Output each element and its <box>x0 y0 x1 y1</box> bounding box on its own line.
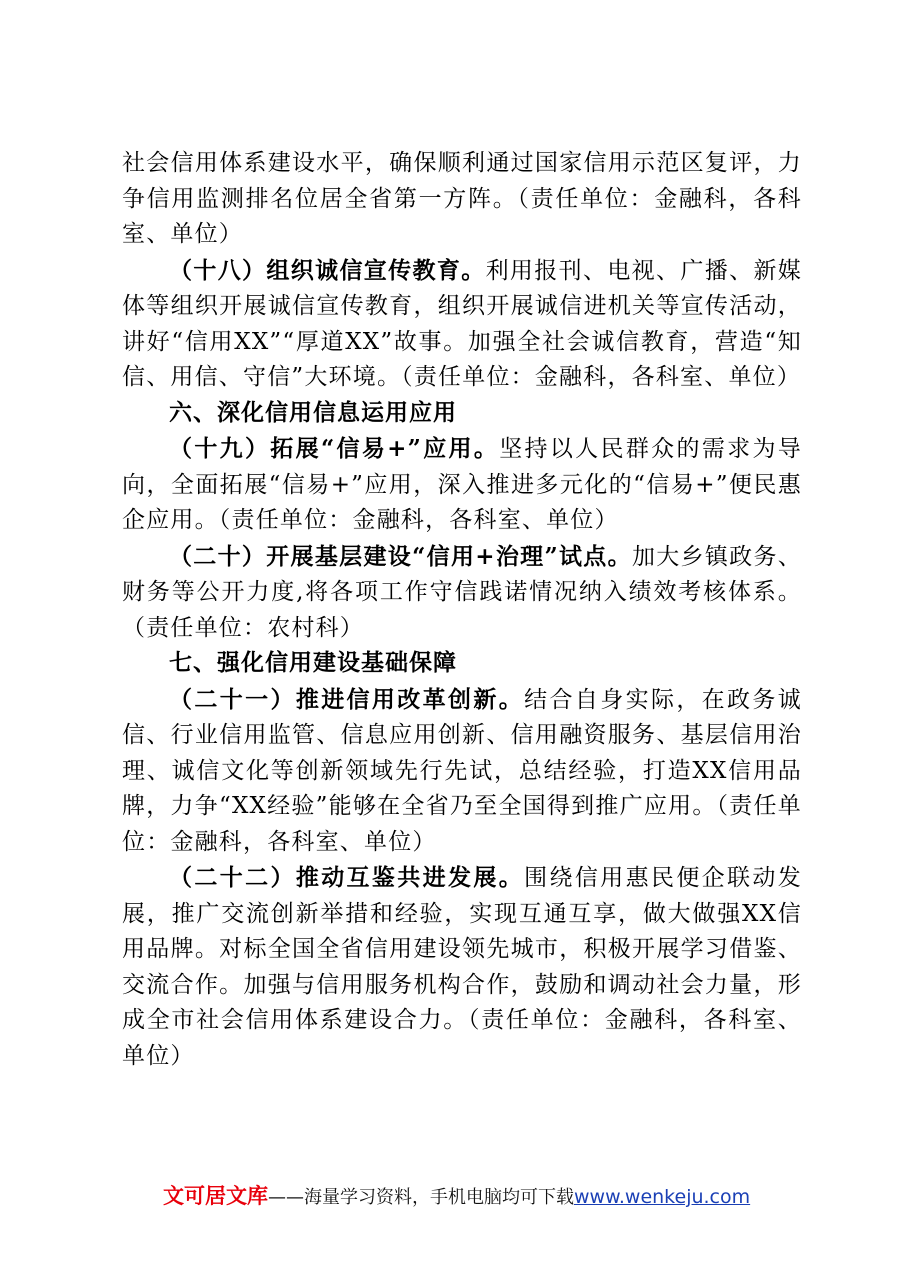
footer-link[interactable]: www.wenkeju.com <box>574 1186 751 1208</box>
footer-tagline: ——海量学习资料，手机电脑均可下载 <box>268 1187 574 1208</box>
section-heading-7: 七、强化信用建设基础保障 <box>169 650 457 676</box>
paragraph-text: 利用报刊、电视、广播、新媒体等组织开展诚信宣传教育，组织开展诚信进机关等宣传活动，讲好“信用XX”“厚道XX”故事。加强全社会诚信教育，营造“知信、用信、守信”大环境。（责任单位：金融科，各科室、单位） <box>122 257 802 390</box>
item-lead: （二十二）推动互鉴共进发展。 <box>169 864 525 891</box>
item-lead: （十九）拓展“信易+”应用。 <box>169 435 500 462</box>
paragraph-text: 围绕信用惠民便企联动发展，推广交流创新举措和经验，实现互通互享，做大做强XX信用品牌。对标全国全省信用建设领先城市，积极开展学习借鉴、交流合作。加强与信用服务机构合作，鼓励和调动社会力量，形成全市社会信用体系建设合力。（责任单位：金融科，各科室、单位） <box>122 865 802 1069</box>
paragraph-item-22 <box>122 860 802 1074</box>
document-body <box>122 146 802 1074</box>
item-lead: （二十）开展基层建设“信用+治理”试点。 <box>169 542 632 570</box>
paragraph-text: 社会信用体系建设水平，确保顺利通过国家信用示范区复评，力争信用监测排名位居全省第一方阵。（责任单位：金融科，各科室、单位） <box>122 150 802 247</box>
section-heading-6: 六、深化信用信息运用应用 <box>169 399 457 426</box>
paragraph-item-18 <box>122 253 802 396</box>
footer-banner <box>163 1184 750 1210</box>
paragraph-text: 坚持以人民群众的需求为导向，全面拓展“信易+”应用，深入推进多元化的“信易+”便民惠企应用。（责任单位：金融科，各科室、单位） <box>122 436 803 533</box>
footer-brand: 文可居文库 <box>163 1184 268 1208</box>
paragraph-item-19 <box>122 431 802 539</box>
item-lead: （二十一）推进信用改革创新。 <box>169 685 525 713</box>
paragraph-item-21 <box>122 682 802 861</box>
paragraph-item-20 <box>122 539 802 647</box>
paragraph-text: 加大乡镇政务、财务等公开力度,将各项工作守信践诺情况纳入绩效考核体系。（责任单位：农村科） <box>122 543 802 641</box>
paragraph-continuation <box>122 146 802 253</box>
paragraph-text: 结合自身实际，在政务诚信、行业信用监管、信息应用创新、信用融资服务、基层信用治理、诚信文化等创新领域先行先试，总结经验，打造XX信用品牌，力争“XX经验”能够在全省乃至全国得到推广应用。（责任单位：金融科，各科室、单位） <box>122 686 802 855</box>
item-lead: （十八）组织诚信宣传教育。 <box>169 256 486 284</box>
